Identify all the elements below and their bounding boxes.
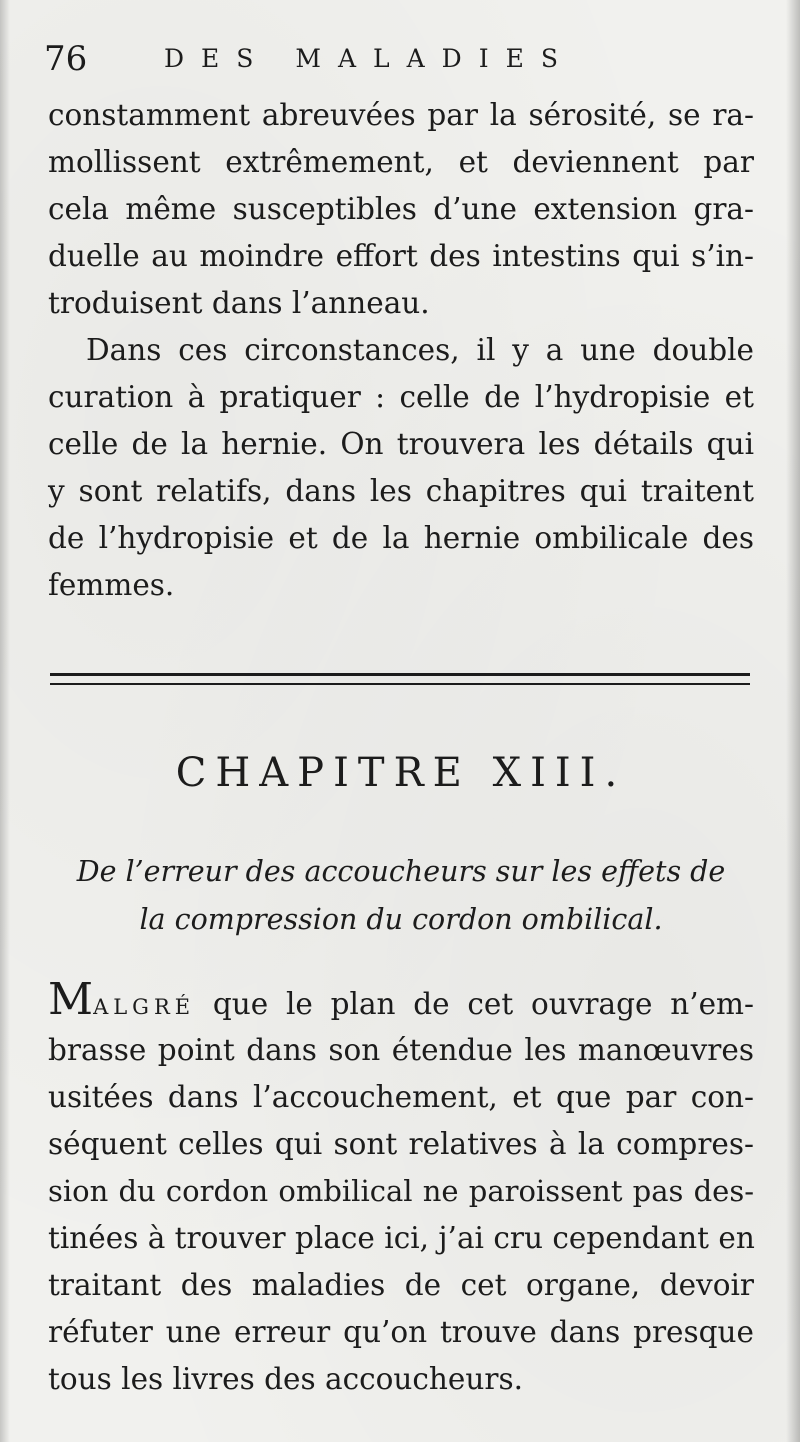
chapter-title: CHAPITRE XIII.: [175, 750, 627, 796]
text-line: y sont relatifs, dans les chapitres qui traitent: [48, 474, 754, 508]
paragraph-chapter-opening: [48, 974, 755, 1403]
subtitle-line: De l’erreur des accoucheurs sur les effets de: [76, 855, 726, 888]
text-line: tous les livres des accoucheurs.: [48, 1362, 523, 1396]
text-line: Dans ces circonstances, il y a une double: [86, 333, 754, 367]
dropcap-initial: M: [48, 974, 94, 1025]
text-line-first: [48, 974, 754, 1027]
page-shadow-left: [0, 0, 10, 1442]
running-title: DES MALADIES: [164, 44, 575, 73]
text-line-rest: que le plan de cet ouvrage n’em-: [212, 987, 754, 1021]
page-shadow-right: [786, 0, 800, 1442]
section-divider-thick: [50, 673, 750, 676]
dropcap-word: [48, 974, 196, 1025]
text-line: tinées à trouver place ici, j’ai cru cependant en: [48, 1221, 755, 1255]
text-line: de l’hydropisie et de la hernie ombilicale des: [48, 521, 754, 555]
dropcap-small-caps: ALGRÉ: [93, 995, 196, 1019]
text-line: cela même susceptibles d’une extension gra-: [48, 192, 754, 226]
section-divider-thin: [50, 683, 750, 685]
text-line: femmes.: [48, 568, 175, 602]
text-line: constamment abreuvées par la sérosité, se ra-: [48, 98, 754, 132]
text-line: celle de la hernie. On trouvera les détails qui: [48, 427, 754, 461]
text-line: réfuter une erreur qu’on trouve dans presque: [48, 1315, 754, 1349]
text-line: usitées dans l’accouchement, et que par con-: [48, 1080, 754, 1114]
text-line: duelle au moindre effort des intestins qui s’in-: [48, 239, 754, 273]
text-line: curation à pratiquer : celle de l’hydropisie et: [48, 380, 754, 414]
text-line: brasse point dans son étendue les manœuvres: [48, 1033, 754, 1067]
text-line: traitant des maladies de cet organe, devoir: [48, 1268, 754, 1302]
paragraph-circumstances: [48, 327, 754, 609]
chapter-subtitle: [48, 848, 754, 944]
text-line: troduisent dans l’anneau.: [48, 286, 430, 320]
text-line: sion du cordon ombilical ne paroissent pas des-: [48, 1174, 754, 1208]
paragraph-continuation: [48, 92, 754, 327]
running-head: [44, 34, 754, 84]
subtitle-line: la compression du cordon ombilical.: [139, 903, 663, 936]
page-number: 76: [44, 39, 88, 79]
text-line: séquent celles qui sont relatives à la compres-: [48, 1127, 754, 1161]
text-line: mollissent extrêmement, et deviennent par: [48, 145, 754, 179]
